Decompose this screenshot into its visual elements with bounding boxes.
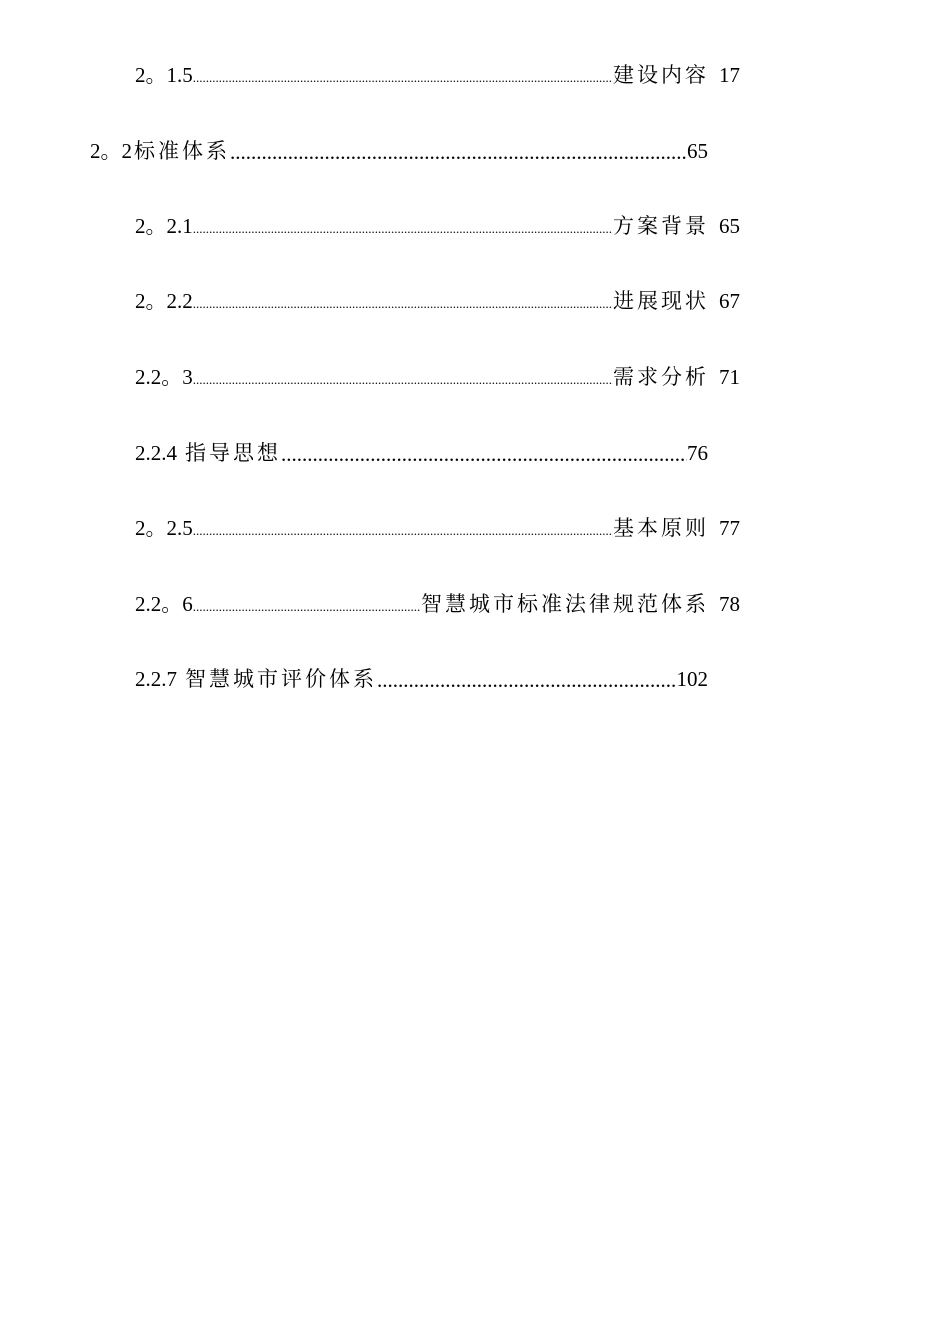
toc-entry[interactable]: [135, 665, 708, 693]
toc-entry-title: 需求分析: [613, 365, 709, 389]
toc-entry-title: 指导思想: [185, 441, 281, 465]
toc-dot-leader: [230, 143, 687, 161]
toc-entry-page: 65: [687, 139, 708, 163]
toc-dot-leader: [193, 520, 613, 538]
toc-dot-leader: [281, 445, 687, 463]
toc-entry-page: 78: [719, 592, 740, 616]
toc-entry[interactable]: [135, 287, 740, 315]
toc-dot-leader: [193, 293, 613, 311]
toc-dot-leader: [193, 67, 613, 85]
toc-entry-page: 71: [719, 365, 740, 389]
toc-entry-page: 17: [719, 63, 740, 87]
toc-entry-number: 2。2.1: [135, 214, 193, 238]
toc-entry-number: 2.2。3: [135, 365, 193, 389]
toc-entry-number: 2.2.7: [135, 667, 177, 691]
toc-entry[interactable]: [135, 590, 740, 618]
toc-entry-title: 进展现状: [613, 289, 709, 313]
toc-entry-title: 智慧城市标准法律规范体系: [421, 592, 709, 616]
toc-entry-page: 77: [719, 516, 740, 540]
toc-entry-title: 方案背景: [613, 214, 709, 238]
toc-entry-number: 2。2: [90, 139, 132, 163]
toc-dot-leader: [193, 596, 421, 614]
toc-dot-leader: [193, 369, 613, 387]
toc-dot-leader: [377, 671, 677, 689]
toc-entry[interactable]: [135, 439, 708, 467]
toc-entry-number: 2。1.5: [135, 63, 193, 87]
toc-entry-title: 建设内容: [613, 63, 709, 87]
toc-entry[interactable]: [90, 137, 708, 165]
toc-entry-number: 2.2.4: [135, 441, 177, 465]
toc-entry[interactable]: [135, 514, 740, 542]
toc-entry-title: 标准体系: [134, 139, 230, 163]
toc-entry-page: 67: [719, 289, 740, 313]
toc-entry[interactable]: [135, 61, 740, 89]
toc-entry-number: 2.2。6: [135, 592, 193, 616]
toc-entry[interactable]: [135, 363, 740, 391]
toc-dot-leader: [193, 218, 613, 236]
toc-entry[interactable]: [135, 212, 740, 240]
toc-entry-number: 2。2.2: [135, 289, 193, 313]
toc-entry-title: 基本原则: [613, 516, 709, 540]
toc-entry-page: 76: [687, 441, 708, 465]
toc-entry-page: 102: [676, 667, 708, 691]
toc-entry-title: 智慧城市评价体系: [185, 667, 377, 691]
toc-entry-number: 2。2.5: [135, 516, 193, 540]
toc-entry-page: 65: [719, 214, 740, 238]
